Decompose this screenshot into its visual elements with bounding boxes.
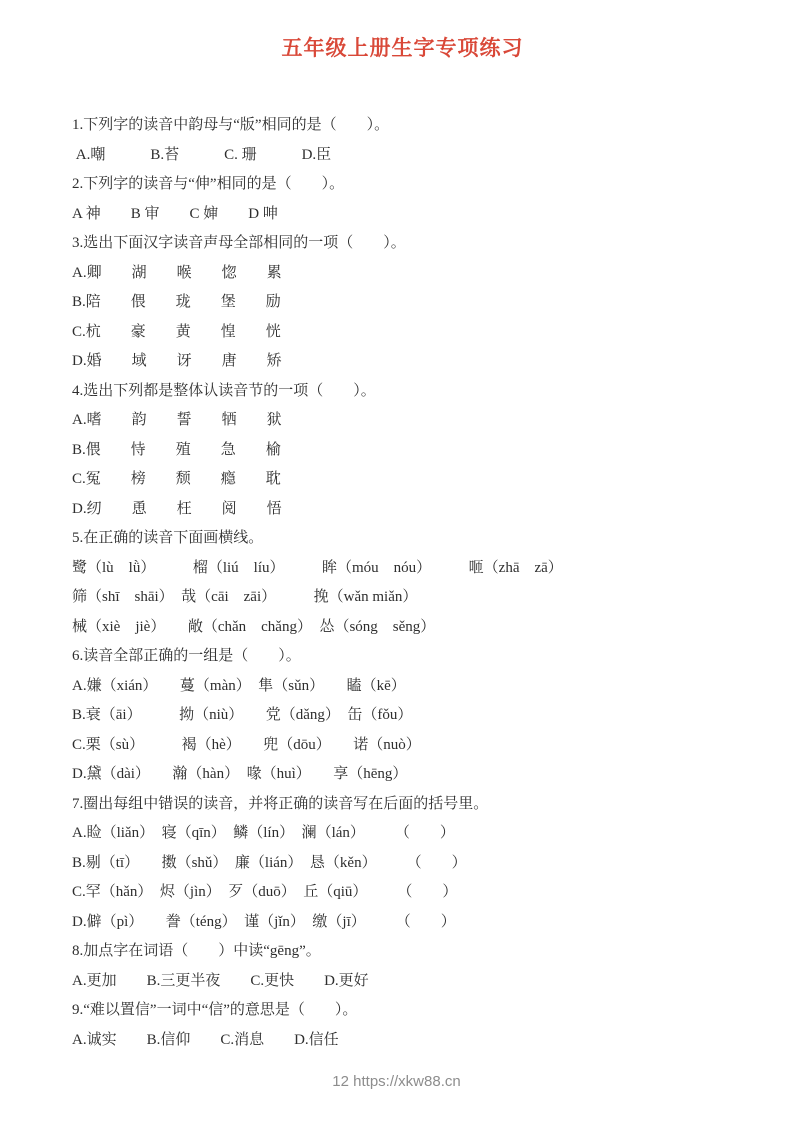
question-2-prompt: 2.下列字的读音与“伸”相同的是（ ）。 [72, 176, 345, 192]
question-3-prompt: 3.选出下面汉字读音声母全部相同的一项（ ）。 [72, 235, 406, 251]
question-4 [72, 377, 733, 525]
question-7 [72, 790, 733, 938]
question-3-option-a: A.卿 湖 喉 惚 累 [72, 264, 282, 281]
question-2 [72, 170, 733, 229]
question-9-options: A.诚实 B.信仰 C.消息 D.信任 [72, 1031, 339, 1048]
question-4-prompt: 4.选出下列都是整体认读音节的一项（ ）。 [72, 382, 376, 399]
question-1-prompt: 1.下列字的读音中韵母与“版”相同的是（ ）。 [72, 117, 390, 133]
question-7-option-b: B.剔（tī） 擞（shǔ） 廉（lián） 恳（kěn） （ ） [72, 854, 467, 871]
question-5 [72, 524, 733, 642]
question-5-row-1: 鹭（lù lǜ） 榴（liú líu） 眸（móu nóu） 咂（zhā zā） [72, 559, 563, 576]
question-6 [72, 642, 733, 790]
question-8 [72, 937, 733, 996]
question-3-option-b: B.陪 偎 珑 堡 励 [72, 294, 281, 310]
question-5-prompt: 5.在正确的读音下面画横线。 [72, 530, 264, 546]
question-1-options: A.嘲 B.苔 C. 珊 D.臣 [72, 146, 332, 163]
question-4-option-c: C.冤 榜 颓 瘾 耽 [72, 471, 281, 487]
question-7-option-c: C.罕（hǎn） 烬（jìn） 歹（duō） 丘（qiū） （ ） [72, 884, 458, 900]
question-3 [72, 229, 733, 377]
page-title: 五年级上册生字专项练习 [281, 36, 524, 60]
question-8-prompt: 8.加点字在词语（ ）中读“gēng”。 [72, 943, 321, 959]
question-5-row-3: 械（xiè jiè） 敞（chǎn chǎng） 怂（sóng sěng） [72, 618, 436, 635]
worksheet-body [72, 111, 733, 1055]
question-6-option-c: C.栗（sù） 褐（hè） 兜（dōu） 诺（nuò） [72, 736, 421, 753]
question-7-option-d: D.僻（pì） 誊（téng） 谨（jǐn） 缴（jī） （ ） [72, 913, 456, 930]
question-4-option-a: A.嗜 韵 誓 牺 狱 [72, 412, 282, 428]
question-6-option-a: A.嫌（xián） 蔓（màn） 隼（sǔn） 瞌（kē） [72, 677, 406, 694]
question-6-option-b: B.衰（āi） 拗（niù） 党（dǎng） 缶（fǒu） [72, 707, 413, 723]
question-9-prompt: 9.“难以置信”一词中“信”的意思是（ ）。 [72, 1002, 358, 1018]
question-4-option-d: D.纫 恿 枉 阅 悟 [72, 500, 282, 517]
question-3-option-c: C.杭 豪 黄 惶 恍 [72, 323, 281, 340]
question-6-prompt: 6.读音全部正确的一组是（ ）。 [72, 648, 301, 664]
question-4-option-b: B.偎 恃 殖 急 榆 [72, 441, 281, 458]
question-9 [72, 996, 733, 1055]
question-2-options: A 神 B 审 C 婶 D 呻 [72, 205, 278, 222]
question-7-prompt: 7.圈出每组中错误的读音，并将正确的读音写在后面的括号里。 [72, 795, 489, 812]
question-1 [72, 111, 733, 170]
question-7-option-a: A.睑（liǎn） 寝（qīn） 鳞（lín） 澜（lán） （ ） [72, 825, 455, 841]
question-8-options: A.更加 B.三更半夜 C.更快 D.更好 [72, 972, 369, 989]
page-footer: 12 https://xkw88.cn [332, 1073, 461, 1090]
question-5-row-2: 筛（shī shāi） 哉（cāi zāi） 挽（wǎn miǎn） [72, 589, 418, 605]
question-6-option-d: D.黛（dài） 瀚（hàn） 喙（huì） 享（hēng） [72, 766, 408, 782]
question-3-option-d: D.婚 域 讶 唐 矫 [72, 353, 282, 369]
